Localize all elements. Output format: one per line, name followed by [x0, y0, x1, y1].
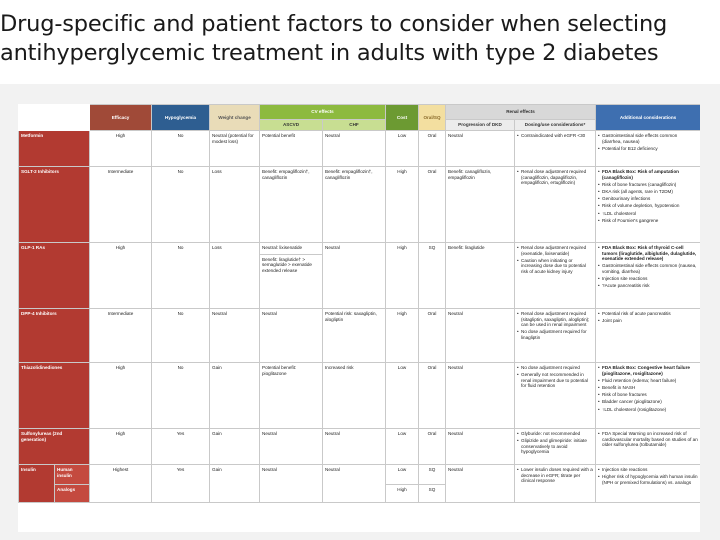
- dosing-cell: [515, 309, 596, 363]
- header-renal-effects: Renal effects: [446, 105, 596, 120]
- chf-cell: Neutral: [323, 243, 386, 309]
- drug-subtype: Analogs: [55, 485, 90, 503]
- drug-factors-table: [18, 104, 700, 532]
- dkd-cell: Neutral: [446, 363, 515, 429]
- weight-cell: Gain: [210, 429, 260, 465]
- drug-name: Insulin: [19, 465, 55, 503]
- efficacy-cell: High: [90, 429, 152, 465]
- route-cell: SQ: [419, 485, 446, 503]
- ascvd-cell: Potential benefit: pioglitazone: [260, 363, 323, 429]
- slide-title-line-1: Drug-specific and patient factors to consider when selecting: [0, 11, 668, 37]
- dosing-item: • No dose adjustment required: [517, 365, 593, 371]
- route-cell: SQ: [419, 243, 446, 309]
- slide-title: [0, 10, 720, 68]
- ascvd-cell: Neutral: [260, 429, 323, 465]
- header-chf: CHF: [323, 120, 386, 131]
- additional-cell: [596, 167, 700, 243]
- route-cell: Oral: [419, 167, 446, 243]
- hypoglycemia-cell: No: [152, 363, 210, 429]
- efficacy-cell: High: [90, 243, 152, 309]
- slide-body: [0, 84, 720, 540]
- cell-divider: [260, 254, 322, 255]
- dosing-item: • Lower insulin doses required with a decrease in eGFR; titrate per clinical response: [517, 467, 593, 484]
- efficacy-cell: Intermediate: [90, 309, 152, 363]
- dosing-cell: [515, 429, 596, 465]
- efficacy-cell: High: [90, 363, 152, 429]
- additional-cell: [596, 363, 700, 429]
- weight-cell: Neutral (potential for modest loss): [210, 131, 260, 167]
- additional-item: • ?Acute pancreatitis risk: [598, 283, 698, 289]
- drug-name: DPP-4 Inhibitors: [19, 309, 90, 363]
- dosing-item: • Contraindicated with eGFR <30: [517, 133, 593, 139]
- dosing-item: • Glyburide: not recommended: [517, 431, 593, 437]
- drug-name: SGLT-2 Inhibitors: [19, 167, 90, 243]
- dosing-item: • Generally not recommended in renal impairment due to potential for fluid retention: [517, 372, 593, 389]
- dosing-item: • Renal dose adjustment required (canagliflozin, dapagliflozin, empagliflozin, ertugliflozin): [517, 169, 593, 186]
- dosing-item: • Glipizide and glimepiride: initiate conservatively to avoid hypoglycemia: [517, 438, 593, 455]
- dosing-item: • Renal dose adjustment required (exenatide, lixisenatide): [517, 245, 593, 256]
- ascvd-cell: Benefit: empagliflozin†, canagliflozin: [260, 167, 323, 243]
- drug-name: Thiazolidinediones: [19, 363, 90, 429]
- dkd-cell: Benefit: canagliflozin, empagliflozin: [446, 167, 515, 243]
- table-row-thiazolidinediones: [19, 363, 701, 429]
- dosing-item: • Renal dose adjustment required (sitagliptin, saxagliptin, alogliptin); can be used in renal impairment: [517, 311, 593, 328]
- additional-cell: [596, 309, 700, 363]
- header-weight-change: Weight change: [210, 105, 260, 131]
- additional-item: • Fluid retention (edema; heart failure): [598, 378, 698, 384]
- route-cell: Oral: [419, 363, 446, 429]
- cost-cell: Low: [386, 429, 419, 465]
- additional-item: • Gastrointestinal side effects common (diarrhea, nausea): [598, 133, 698, 144]
- chf-cell: Neutral: [323, 131, 386, 167]
- black-box-warning: • FDA Black Box: Congestive heart failure (pioglitazone, rosiglitazone): [598, 365, 698, 376]
- header-ascvd: ASCVD: [260, 120, 323, 131]
- weight-cell: Gain: [210, 465, 260, 503]
- table-row-sulfonylureas: [19, 429, 701, 465]
- ascvd-cell: Neutral: [260, 309, 323, 363]
- additional-item: • ↑LDL cholesterol: [598, 211, 698, 217]
- header-cost: Cost: [386, 105, 419, 131]
- comparison-table: [18, 104, 700, 503]
- weight-cell: Loss: [210, 243, 260, 309]
- chf-cell: Neutral: [323, 465, 386, 503]
- drug-name: Metformin: [19, 131, 90, 167]
- cost-cell: Low: [386, 465, 419, 485]
- weight-cell: Neutral: [210, 309, 260, 363]
- ascvd-neutral: Neutral: lixisenatide: [262, 245, 303, 250]
- header-blank: [19, 105, 90, 131]
- additional-item: • Benefit in NASH: [598, 385, 698, 391]
- additional-item: • Potential for B12 deficiency: [598, 146, 698, 152]
- hypoglycemia-cell: No: [152, 131, 210, 167]
- chf-cell: Potential risk: saxagliptin, alogliptin: [323, 309, 386, 363]
- additional-cell: [596, 429, 700, 465]
- table-row-dpp4: [19, 309, 701, 363]
- additional-item: • Bladder cancer (pioglitazone): [598, 399, 698, 405]
- header-dkd-progression: Progression of DKD: [446, 120, 515, 131]
- drug-name: GLP-1 RAs: [19, 243, 90, 309]
- efficacy-cell: High: [90, 131, 152, 167]
- drug-subtype: Human insulin: [55, 465, 90, 485]
- additional-item: • Risk of Fournier's gangrene: [598, 218, 698, 224]
- header-additional-considerations: Additional considerations: [596, 105, 700, 131]
- header-dosing-use: Dosing/use considerations*: [515, 120, 596, 131]
- weight-cell: Loss: [210, 167, 260, 243]
- route-cell: Oral: [419, 429, 446, 465]
- chf-cell: Neutral: [323, 429, 386, 465]
- dosing-cell: [515, 363, 596, 429]
- route-cell: Oral: [419, 131, 446, 167]
- ascvd-cell: Neutral: [260, 465, 323, 503]
- additional-cell: [596, 131, 700, 167]
- header-efficacy: Efficacy: [90, 105, 152, 131]
- cost-cell: Low: [386, 363, 419, 429]
- dkd-cell: Neutral: [446, 309, 515, 363]
- additional-item: • Risk of volume depletion, hypotension: [598, 203, 698, 209]
- additional-item: • ↑LDL cholesterol (rosiglitazone): [598, 407, 698, 413]
- additional-item: • Risk of bone fractures: [598, 392, 698, 398]
- cost-cell: High: [386, 485, 419, 503]
- additional-cell: [596, 243, 700, 309]
- hypoglycemia-cell: Yes: [152, 429, 210, 465]
- additional-cell: [596, 465, 700, 503]
- efficacy-cell: Highest: [90, 465, 152, 503]
- header-oral-sq: Oral/SQ: [419, 105, 446, 131]
- table-row-metformin: [19, 131, 701, 167]
- slide-title-line-2: antihyperglycemic treatment in adults with type 2 diabetes: [0, 40, 659, 66]
- dosing-cell: [515, 131, 596, 167]
- table-row-sglt2: [19, 167, 701, 243]
- chf-cell: Increased risk: [323, 363, 386, 429]
- dosing-cell: [515, 243, 596, 309]
- black-box-warning: • FDA Black Box: Risk of thyroid C-cell tumors (liraglutide, albiglutide, dulaglutide, exenatide extended release): [598, 245, 698, 262]
- additional-item: • DKA risk (all agents, rare in T2DM): [598, 189, 698, 195]
- chf-cell: Benefit: empagliflozin†, canagliflozin: [323, 167, 386, 243]
- ascvd-cell: [260, 243, 323, 309]
- drug-name: Sulfonylureas (2nd generation): [19, 429, 90, 465]
- dkd-cell: Neutral: [446, 429, 515, 465]
- dkd-cell: Neutral: [446, 131, 515, 167]
- cost-cell: High: [386, 309, 419, 363]
- additional-item: • Genitourinary infections: [598, 196, 698, 202]
- header-hypoglycemia: Hypoglycemia: [152, 105, 210, 131]
- additional-item: • Joint pain: [598, 318, 698, 324]
- hypoglycemia-cell: No: [152, 309, 210, 363]
- additional-item: • Risk of bone fractures (canagliflozin): [598, 182, 698, 188]
- header-cv-effects: CV effects: [260, 105, 386, 120]
- hypoglycemia-cell: No: [152, 243, 210, 309]
- additional-item: • FDA Special Warning on increased risk of cardiovascular mortality based on studies of an older sulfonylurea (tolbutamide): [598, 431, 698, 448]
- cost-cell: Low: [386, 131, 419, 167]
- table-row-glp1: [19, 243, 701, 309]
- black-box-warning: • FDA Black Box: Risk of amputation (canagliflozin): [598, 169, 698, 180]
- ascvd-benefit: Benefit: liraglutide† > semaglutide > exenatide extended release: [262, 256, 312, 273]
- dosing-cell: [515, 465, 596, 503]
- weight-cell: Gain: [210, 363, 260, 429]
- dkd-cell: Neutral: [446, 465, 515, 503]
- hypoglycemia-cell: No: [152, 167, 210, 243]
- additional-item: • Gastrointestinal side effects common (nausea, vomiting, diarrhea): [598, 263, 698, 274]
- dosing-cell: [515, 167, 596, 243]
- hypoglycemia-cell: Yes: [152, 465, 210, 503]
- route-cell: Oral: [419, 309, 446, 363]
- dkd-cell: Benefit: liraglutide: [446, 243, 515, 309]
- cost-cell: High: [386, 243, 419, 309]
- additional-item: • Higher risk of hypoglycemia with human insulin (NPH or premixed formulations) vs. analogs: [598, 474, 698, 485]
- efficacy-cell: Intermediate: [90, 167, 152, 243]
- additional-item: • Potential risk of acute pancreatitis: [598, 311, 698, 317]
- dosing-item: • Caution when initiating or increasing dose due to potential risk of acute kidney injury: [517, 258, 593, 275]
- table-row-insulin-human: [19, 465, 701, 485]
- additional-item: • Injection site reactions: [598, 467, 698, 473]
- dosing-item: • No dose adjustment required for linagliptin: [517, 329, 593, 340]
- cost-cell: High: [386, 167, 419, 243]
- ascvd-cell: Potential benefit: [260, 131, 323, 167]
- additional-item: • Injection site reactions: [598, 276, 698, 282]
- route-cell: SQ: [419, 465, 446, 485]
